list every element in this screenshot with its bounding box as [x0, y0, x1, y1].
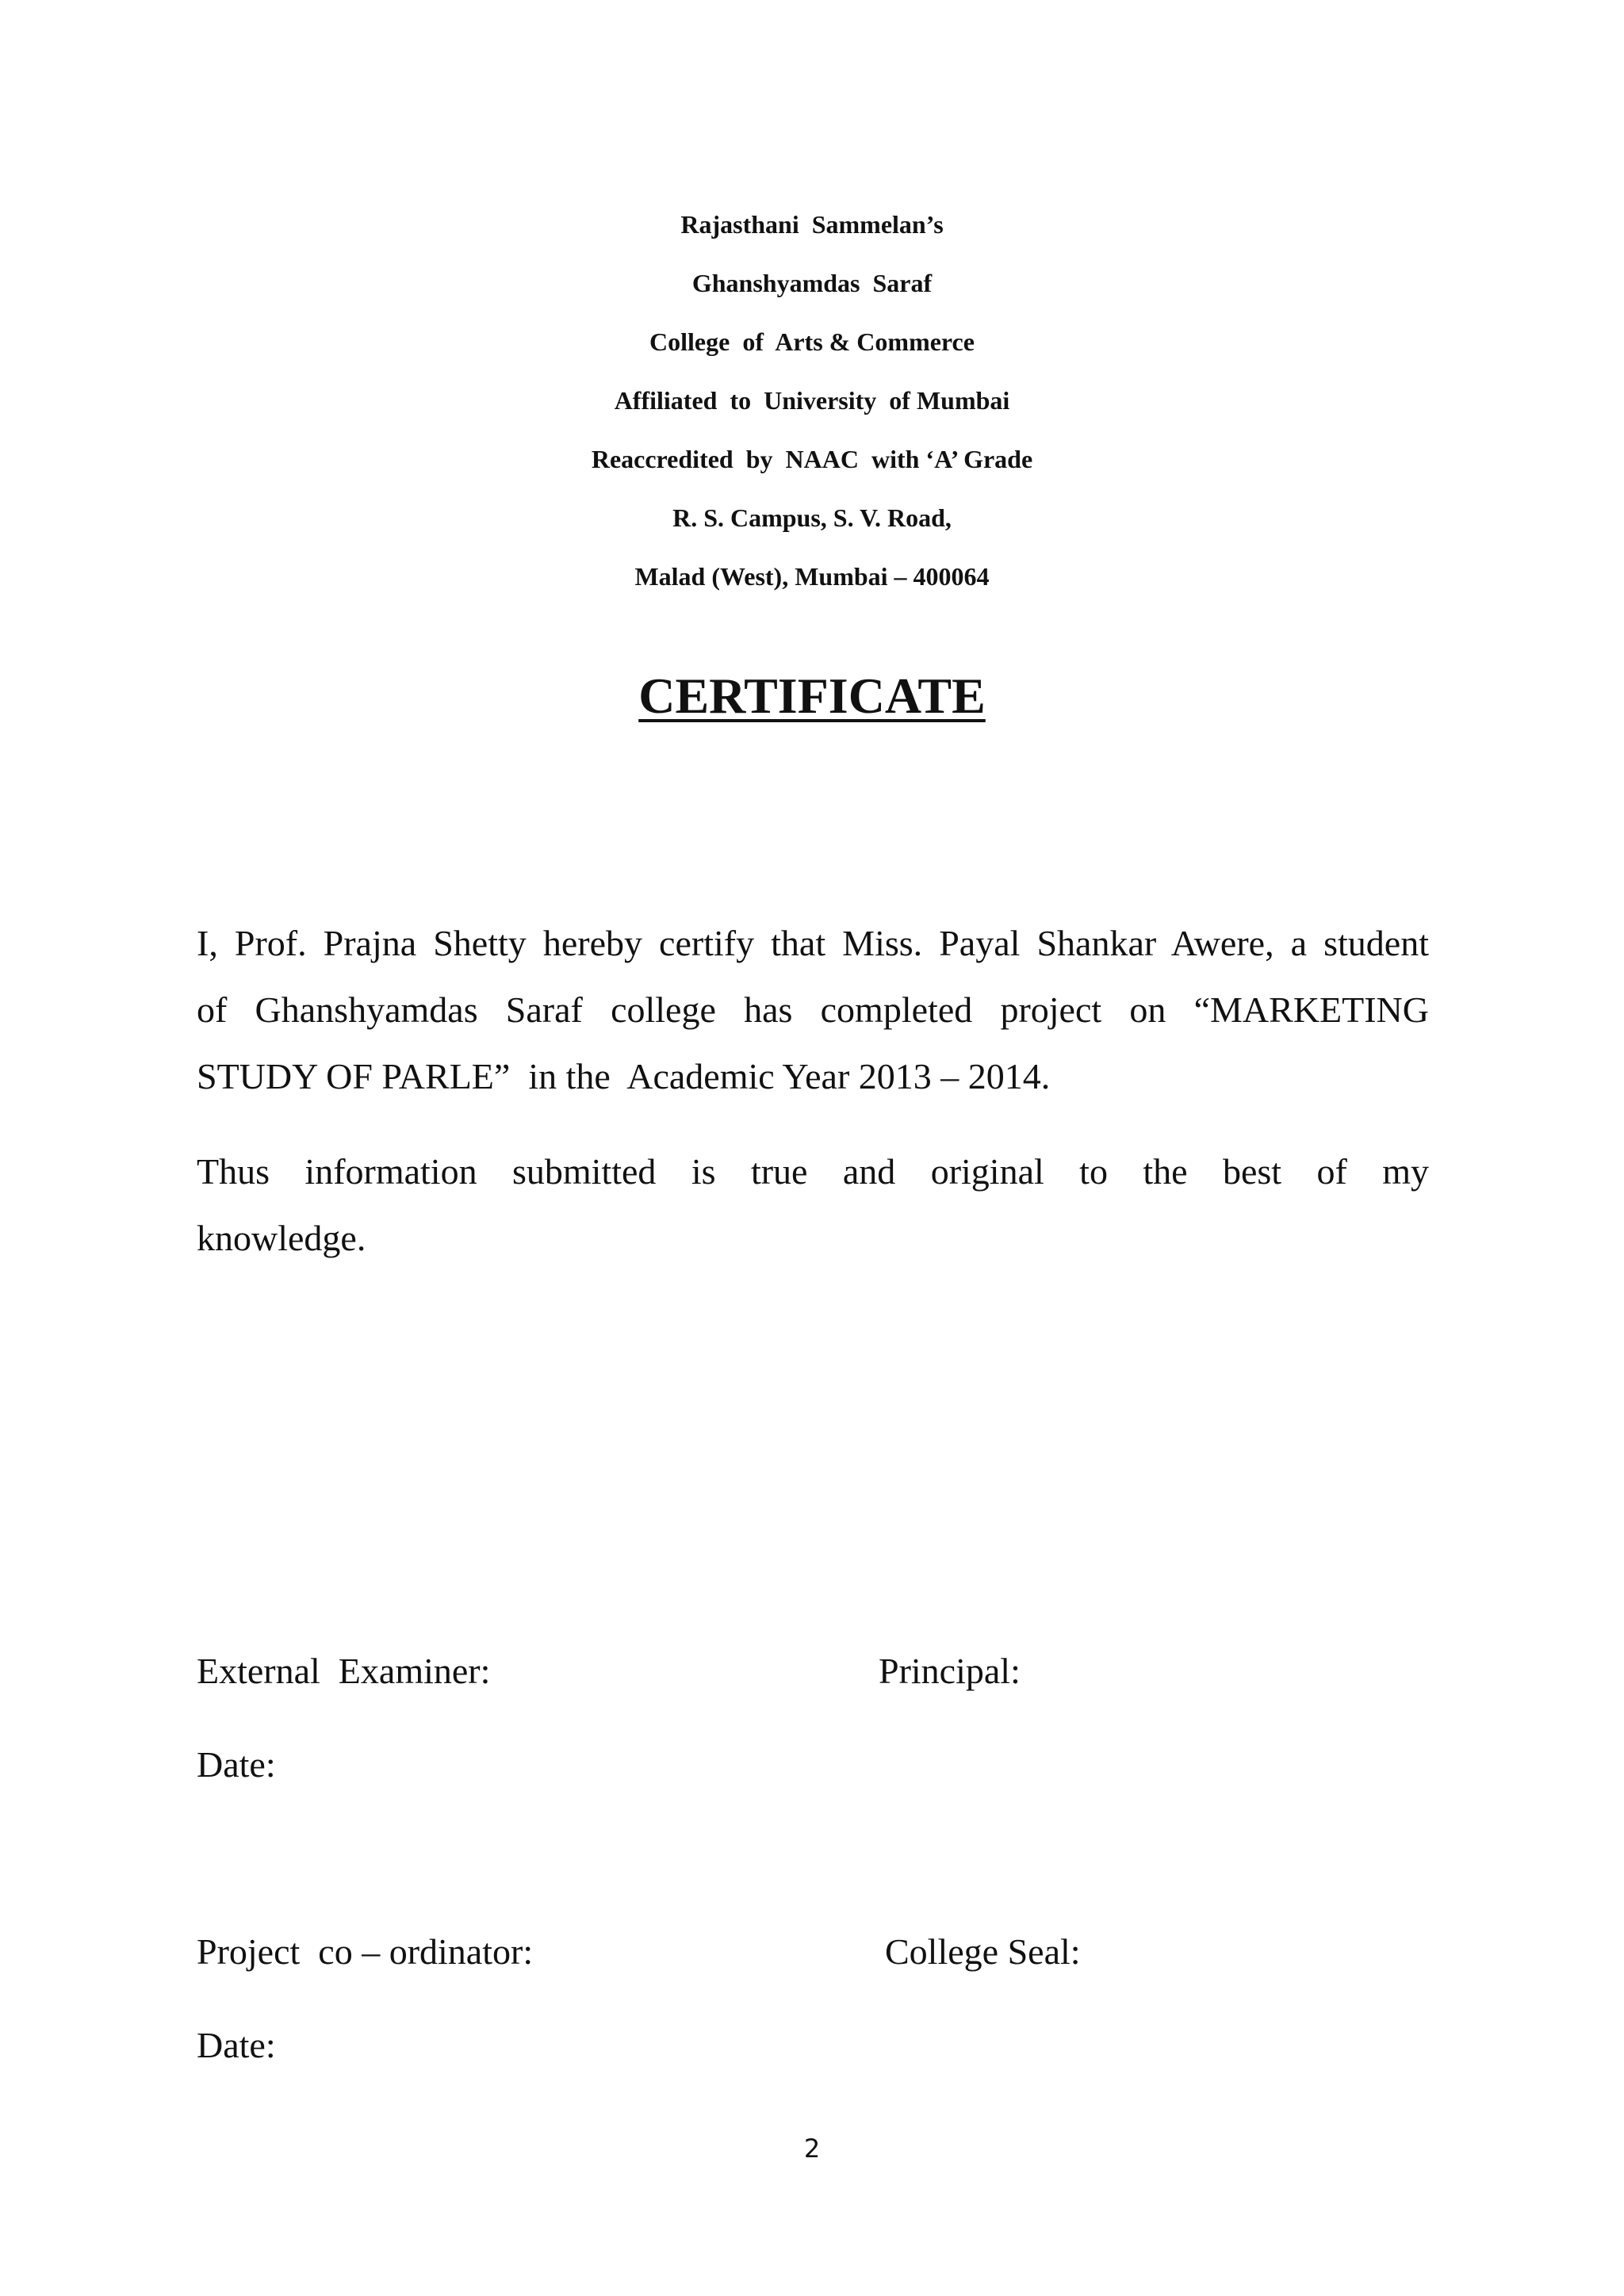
header-line-org: Rajasthani Sammelan’s: [680, 210, 944, 239]
certification-paragraph: [197, 910, 1429, 1110]
principal-label: Principal:: [879, 1651, 1021, 1691]
paragraph-line: STUDY OF PARLE” in the Academic Year 2013 – 2014.: [197, 1056, 1051, 1096]
date-label-examiner: Date:: [197, 1744, 276, 1785]
college-header: [0, 195, 1624, 606]
header-line-affiliation: Affiliated to University of Mumbai: [614, 386, 1010, 415]
header-line-address: Malad (West), Mumbai – 400064: [634, 562, 990, 591]
project-coordinator-label: Project co – ordinator:: [197, 1931, 534, 1972]
header-line-campus: R. S. Campus, S. V. Road,: [672, 503, 952, 532]
page-number: 2: [803, 2133, 821, 2164]
declaration-paragraph: [197, 1138, 1429, 1272]
paragraph-line: knowledge.: [197, 1218, 366, 1258]
paragraph-line: of Ghanshyamdas Saraf college has completed project on “MARKETING: [197, 989, 1429, 1030]
paragraph-line: Thus information submitted is true and original to the best of my: [197, 1151, 1429, 1192]
certificate-title: CERTIFICATE: [638, 668, 986, 724]
header-line-name: Ghanshyamdas Saraf: [691, 269, 933, 297]
college-seal-label: College Seal:: [885, 1931, 1081, 1972]
header-line-accreditation: Reaccredited by NAAC with ‘A’ Grade: [591, 445, 1033, 473]
paragraph-line: I, Prof. Prajna Shetty hereby certify that Miss. Payal Shankar Awere, a student: [197, 923, 1429, 963]
external-examiner-label: External Examiner:: [197, 1651, 491, 1691]
date-label-coordinator: Date:: [197, 2025, 276, 2065]
header-line-college: College of Arts & Commerce: [649, 327, 975, 356]
